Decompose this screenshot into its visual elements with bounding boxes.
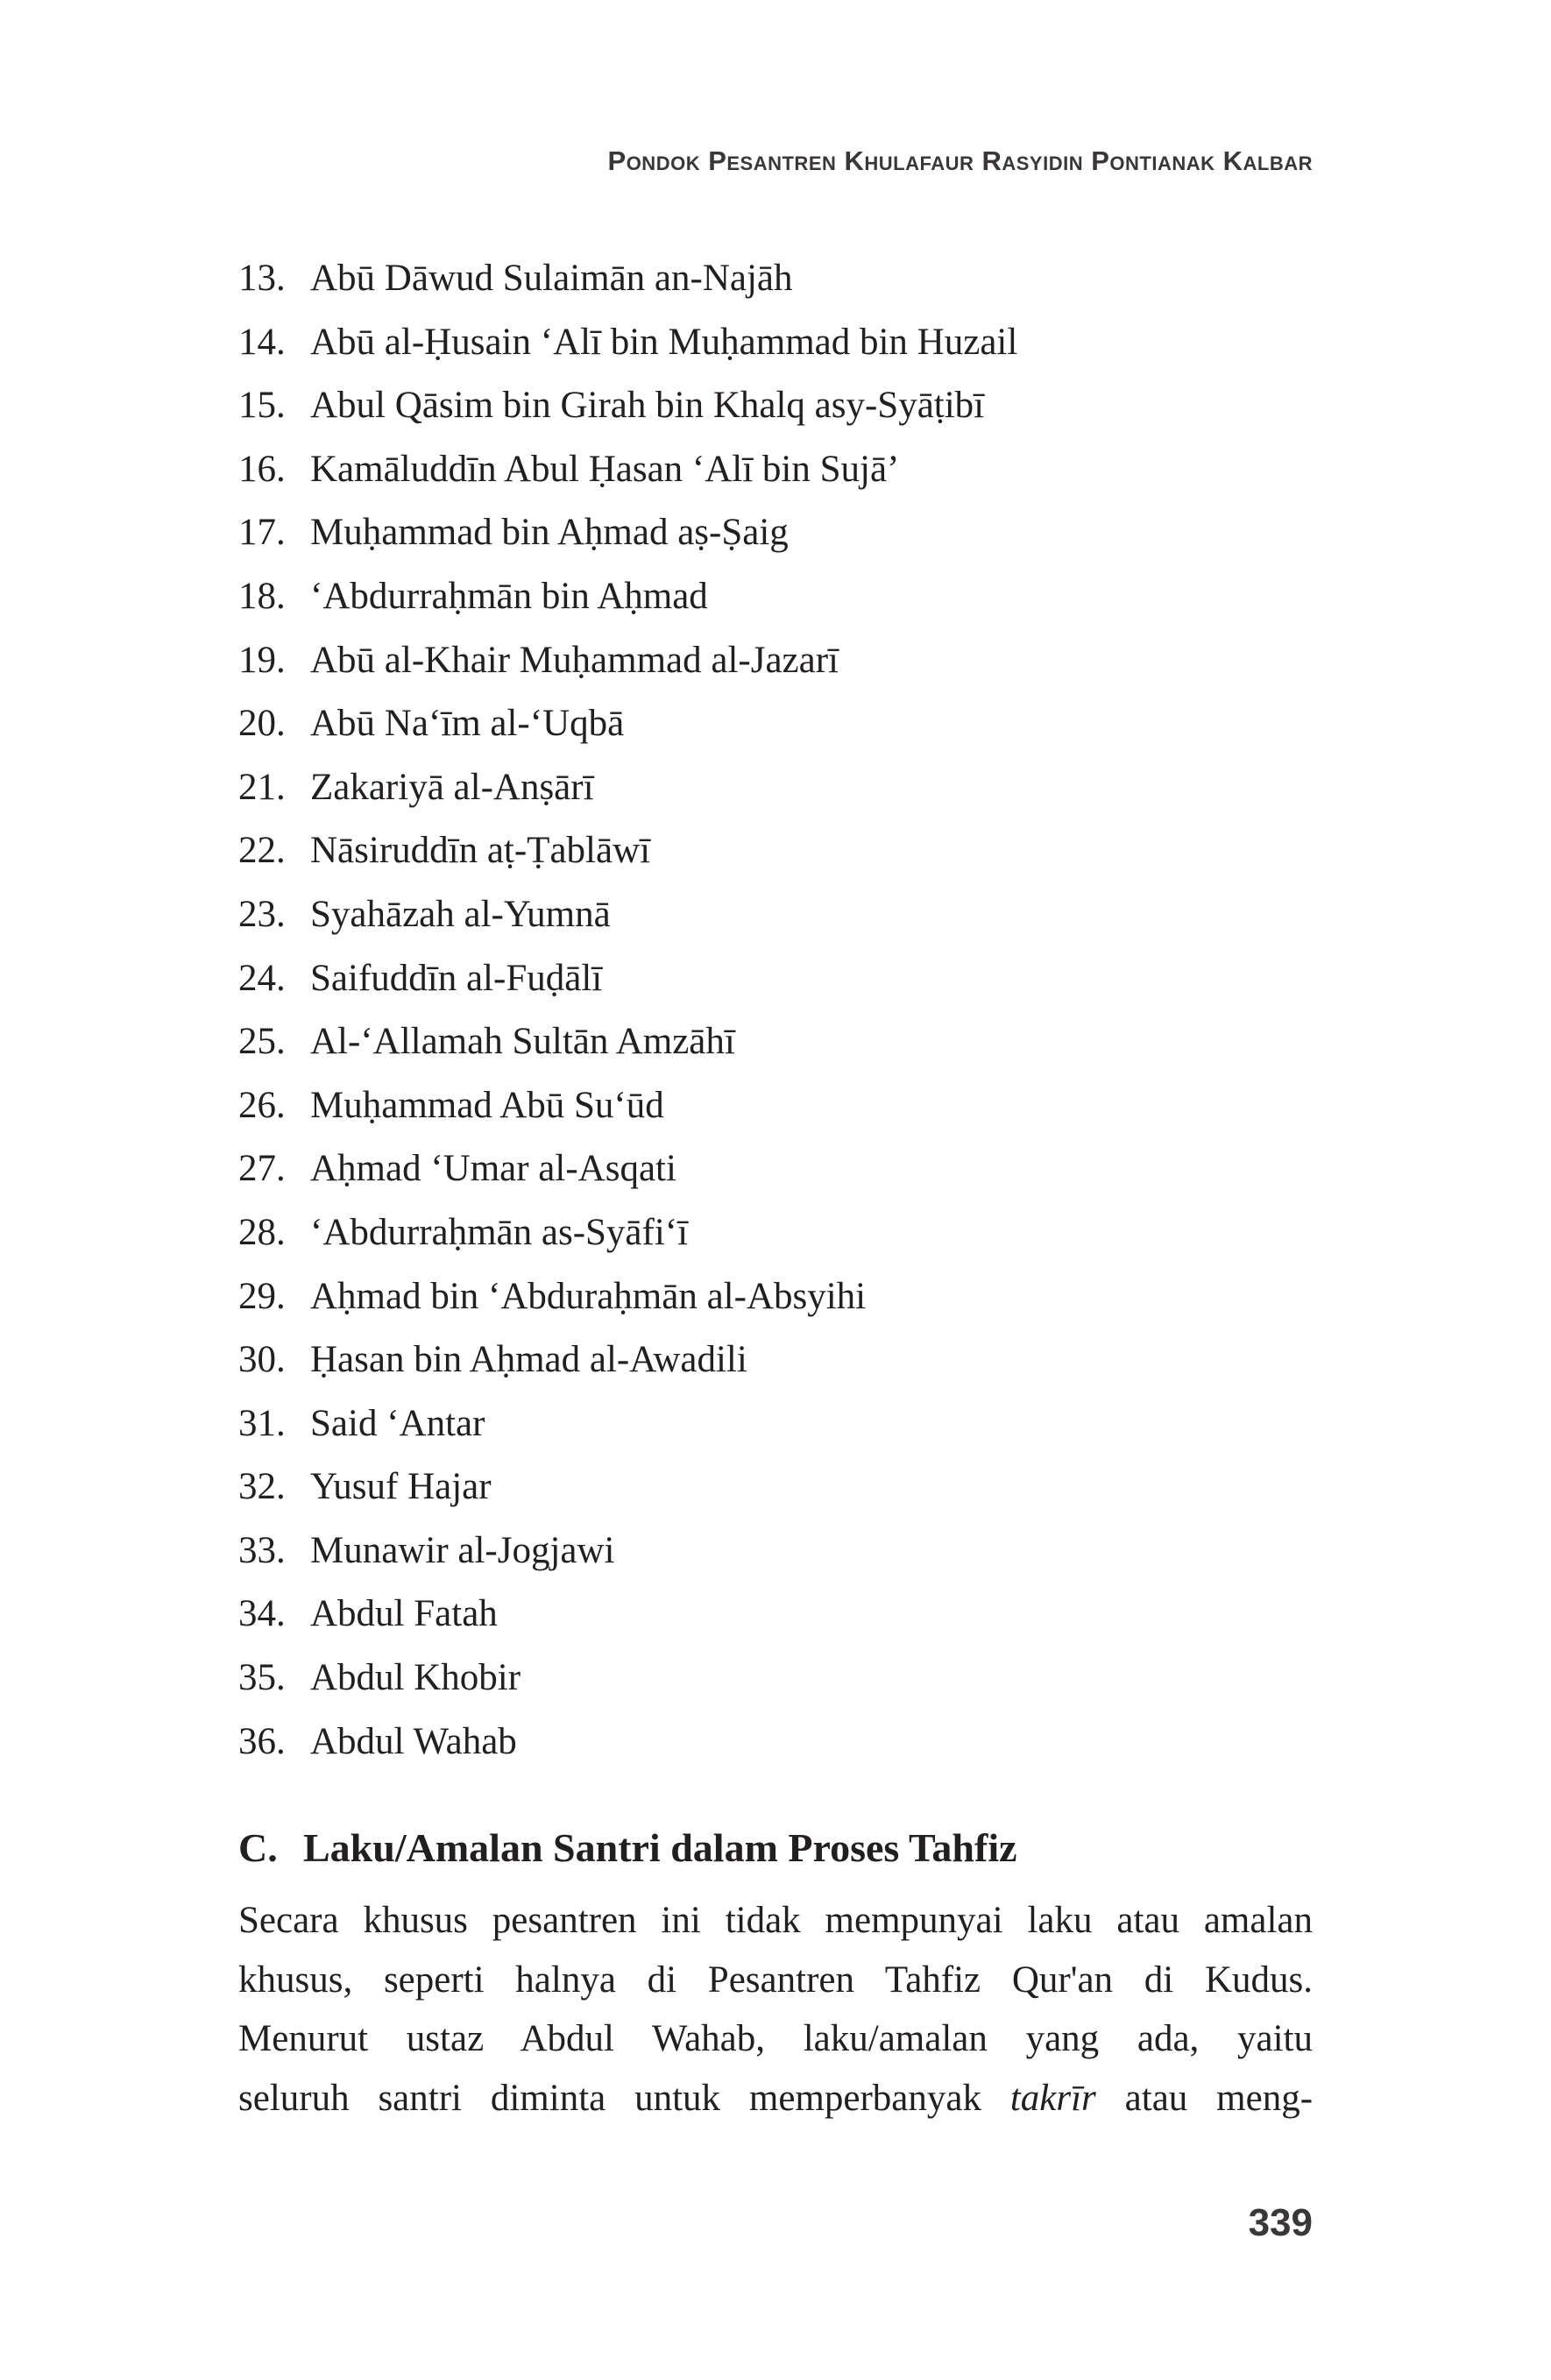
list-item [238,1328,1313,1392]
list-item-number: 27. [238,1148,286,1190]
list-item-name: Aḥmad ‘Umar al-Asqati [310,1148,676,1190]
page-number: 339 [1248,2201,1313,2244]
paragraph-line: Menurut ustaz Abdul Wahab, laku/amalan yang ada, yaitu [238,2018,1313,2059]
list-item-name: Muḥammad bin Aḥmad aṣ-Ṣaig [310,512,789,554]
list-item [238,756,1313,820]
list-item-name: Abdul Wahab [310,1720,517,1762]
list-item-name: ‘Abdurraḥmān bin Aḥmad [310,575,708,617]
list-item-number: 33. [238,1529,286,1571]
list-item [238,819,1313,883]
list-item-name: Muḥammad Abū Su‘ūd [310,1084,664,1126]
list-item-name: Abdul Khobir [310,1657,521,1699]
list-item-name: Munawir al-Jogjawi [310,1529,615,1571]
list-item [238,947,1313,1011]
list-item-number: 25. [238,1021,286,1063]
list-item-number: 35. [238,1657,286,1699]
list-item [238,1583,1313,1647]
list-item-number: 34. [238,1593,286,1635]
list-item-number: 14. [238,321,286,363]
list-item-number: 22. [238,830,286,872]
list-item [238,1265,1313,1329]
list-item [238,565,1313,629]
list-item-number: 29. [238,1275,286,1317]
list-item-number: 19. [238,639,286,681]
list-item-number: 26. [238,1084,286,1126]
list-item-number: 24. [238,957,286,999]
list-item-number: 32. [238,1466,286,1508]
list-item-number: 13. [238,258,286,299]
list-item [238,1074,1313,1138]
list-item-name: Zakariyā al-Anṣārī [310,766,594,808]
list-item-name: ‘Abdurraḥmān as-Syāfi‘ī [310,1211,689,1253]
list-item [238,692,1313,756]
list-item-name: Yusuf Hajar [310,1466,492,1508]
list-item [238,883,1313,947]
list-item [238,1137,1313,1201]
paragraph-line: Secara khusus pesantren ini tidak mempunyai laku atau amalan [238,1900,1313,1941]
section-heading [238,1824,1017,1871]
list-item [238,1392,1313,1456]
list-item-number: 28. [238,1211,286,1253]
list-item-number: 36. [238,1720,286,1762]
list-item-number: 15. [238,385,286,427]
body-paragraph [238,1891,1313,2128]
list-item-number: 31. [238,1402,286,1444]
list-item-number: 18. [238,575,286,617]
list-item [238,1711,1313,1774]
list-item-name: Abū Na‘īm al-‘Uqbā [310,703,625,745]
list-item-name: Al-‘Allamah Sultān Amzāhī [310,1021,735,1063]
list-item-name: Syahāzah al-Yumnā [310,893,611,935]
list-item-number: 21. [238,766,286,808]
paragraph-text: atau meng- [1124,2077,1314,2119]
list-item [238,1456,1313,1519]
list-item-name: Said ‘Antar [310,1402,485,1444]
list-item [238,311,1313,375]
list-item-name: Abū al-Ḥusain ‘Alī bin Muḥammad bin Huzail [310,321,1018,363]
list-item-number: 17. [238,512,286,554]
list-item-name: Ḥasan bin Aḥmad al-Awadili [310,1339,747,1381]
list-item-name: Abū Dāwud Sulaimān an-Najāh [310,258,793,299]
paragraph-line: khusus, seperti halnya di Pesantren Tahfiz Qur'an di Kudus. [238,1959,1313,2001]
paragraph-text: seluruh santri diminta untuk memperbanyak [238,2077,981,2119]
list-item [238,247,1313,311]
running-header: Pondok Pesantren Khulafaur Rasyidin Pontianak Kalbar [607,145,1313,176]
list-item-name: Aḥmad bin ‘Abduraḥmān al-Absyihi [310,1275,867,1317]
list-item-name: Abul Qāsim bin Girah bin Khalq asy-Syāṭibī [310,385,985,427]
list-item-number: 30. [238,1339,286,1381]
list-item [238,1647,1313,1711]
list-item [238,438,1313,502]
section-letter: C. [238,1825,278,1870]
section-title: Laku/Amalan Santri dalam Proses Tahfiz [303,1825,1017,1870]
list-item [238,501,1313,565]
paragraph-line [238,2069,1313,2129]
list-item [238,1519,1313,1583]
sanad-list [238,247,1313,1774]
list-item-name: Saifuddīn al-Fuḍālī [310,957,603,999]
list-item-name: Kamāluddīn Abul Ḥasan ‘Alī bin Sujā’ [310,448,900,490]
list-item-number: 23. [238,893,286,935]
list-item-name: Abdul Fatah [310,1593,498,1635]
list-item [238,1010,1313,1074]
list-item-name: Abū al-Khair Muḥammad al-Jazarī [310,639,839,681]
list-item [238,629,1313,693]
list-item-number: 20. [238,703,286,745]
list-item-number: 16. [238,448,286,490]
list-item-name: Nāsiruddīn aṭ-Ṭablāwī [310,830,651,872]
italic-term: takrīr [1009,2077,1096,2119]
list-item [238,1201,1313,1265]
list-item [238,374,1313,438]
